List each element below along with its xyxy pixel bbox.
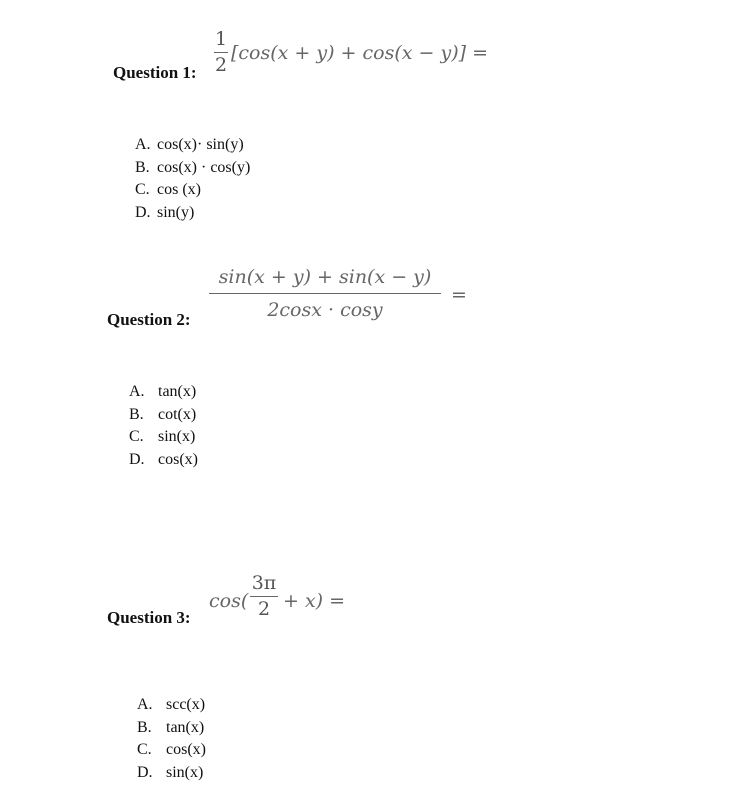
question-1-expression: [cos(x + y) + cos(x − y)] = bbox=[231, 42, 488, 64]
fraction-numerator: 1 bbox=[214, 28, 228, 50]
option-text: cot(x) bbox=[158, 405, 197, 423]
question-2-equals: = bbox=[451, 284, 467, 306]
option-text: sin(x) bbox=[166, 763, 204, 781]
option-text: cos(x)· sin(y) bbox=[157, 136, 244, 153]
question-1-options bbox=[135, 134, 250, 224]
option-text: tan(x) bbox=[158, 383, 197, 400]
question-1-label: Question 1: bbox=[113, 63, 197, 82]
option-c[interactable]: C. cos (x) bbox=[135, 181, 201, 198]
question-3-options bbox=[137, 694, 206, 784]
option-text: cos(x) bbox=[158, 450, 198, 468]
option-text: scc(x) bbox=[166, 696, 206, 713]
question-2-label: Question 2: bbox=[107, 310, 191, 329]
option-d[interactable]: D. sin(y) bbox=[135, 203, 195, 221]
option-c[interactable]: C. cos(x) bbox=[137, 741, 206, 758]
question-3-suffix: + x) = bbox=[283, 590, 346, 612]
question-3-fraction bbox=[250, 574, 278, 619]
option-d[interactable]: D. cos(x) bbox=[129, 450, 198, 468]
fraction-numerator: 3π bbox=[251, 572, 277, 594]
question-2-fraction bbox=[209, 268, 441, 320]
fraction-bar bbox=[209, 293, 441, 294]
option-a[interactable]: A. scc(x) bbox=[137, 696, 206, 713]
option-a[interactable]: A. cos(x)· sin(y) bbox=[135, 136, 244, 153]
option-c[interactable]: C. sin(x) bbox=[129, 428, 196, 445]
fraction-bar bbox=[214, 52, 228, 53]
option-b[interactable]: B. cos(x) · cos(y) bbox=[135, 158, 251, 176]
option-text: tan(x) bbox=[166, 718, 205, 736]
fraction-denominator: 2cosx · cosy bbox=[267, 299, 383, 321]
option-b[interactable]: B. cot(x) bbox=[129, 405, 197, 423]
question-3-label: Question 3: bbox=[107, 608, 191, 627]
option-b[interactable]: B. tan(x) bbox=[137, 718, 205, 736]
option-text: cos (x) bbox=[157, 181, 201, 198]
fraction-denominator: 2 bbox=[257, 598, 271, 620]
fraction-numerator: sin(x + y) + sin(x − y) bbox=[218, 266, 432, 288]
option-d[interactable]: D. sin(x) bbox=[137, 763, 204, 781]
question-1-fraction bbox=[214, 30, 228, 75]
option-text: cos(x) · cos(y) bbox=[157, 158, 251, 176]
option-a[interactable]: A. tan(x) bbox=[129, 383, 197, 400]
option-text: sin(x) bbox=[158, 428, 196, 445]
question-2-options bbox=[129, 381, 198, 471]
option-text: cos(x) bbox=[166, 741, 206, 758]
option-text: sin(y) bbox=[157, 203, 195, 221]
question-3-prefix: cos( bbox=[209, 590, 249, 612]
fraction-bar bbox=[250, 596, 278, 597]
fraction-denominator: 2 bbox=[214, 54, 228, 76]
